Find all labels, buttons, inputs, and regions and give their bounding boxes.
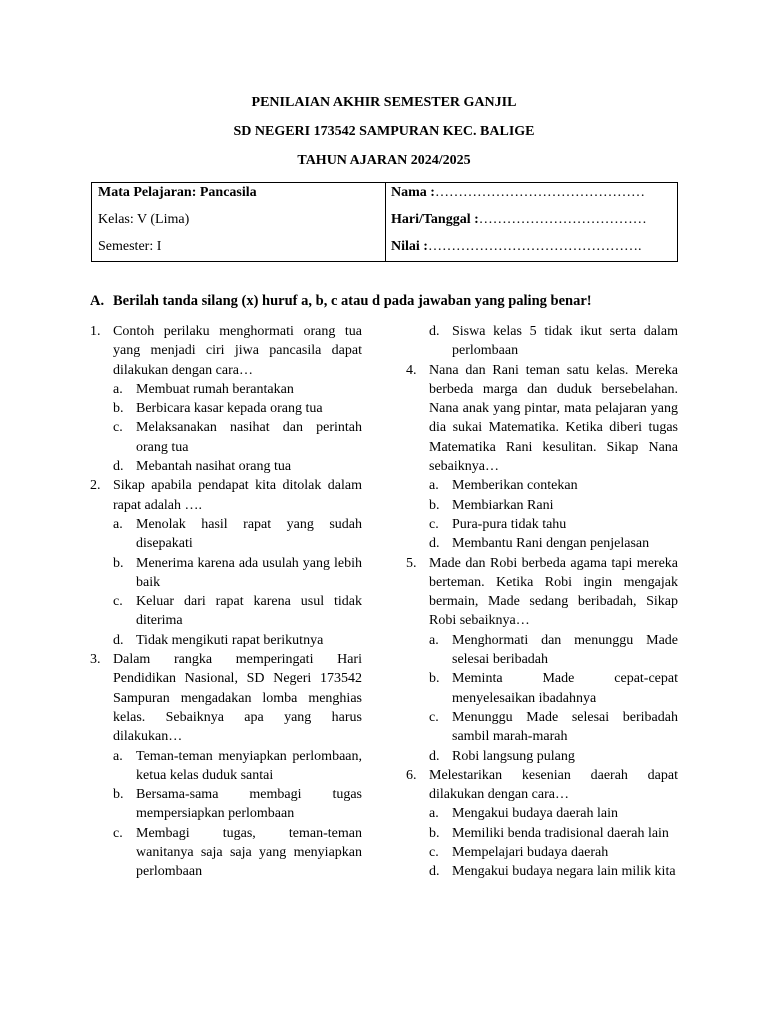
- question-6-option-d: d. Mengakui budaya negara lain milik kita: [429, 864, 676, 880]
- table-divider: [385, 183, 386, 261]
- section-a-instruction: A. Berilah tanda silang (x) huruf a, b, c atau d pada jawaban yang paling benar!: [90, 293, 592, 309]
- score-field: Nilai :……………………………………….: [391, 239, 642, 254]
- question-4-option-b: b. Membiarkan Rani: [429, 497, 554, 513]
- academic-year: TAHUN AJARAN 2024/2025: [297, 153, 471, 168]
- question-6-option-b: b. Memiliki benda tradisional daerah lain: [429, 825, 669, 841]
- question-4-option-a: a. Memberikan contekan: [429, 478, 578, 494]
- right-column: [406, 322, 678, 882]
- question-5: 5. Made dan Robi berbeda agama tapi mereka berteman. Ketika Robi ingin mengajak bermain, Made sedang beribadah, Sikap Robi sebaiknya…: [406, 555, 678, 629]
- school-name: SD NEGERI 173542 SAMPURAN KEC. BALIGE: [233, 124, 535, 139]
- semester-cell: Semester: I: [98, 239, 162, 254]
- question-3: 3. Dalam rangka memperingati Hari Pendidikan Nasional, SD Negeri 173542 Sampuran mengadakan lomba menghias kelas. Sebaiknya apa yang harus dilakukan…: [90, 652, 362, 745]
- question-3-option-a: a. Teman-teman menyiapkan perlombaan, ketua kelas duduk santai: [113, 748, 362, 783]
- question-5-option-b: b. Meminta Made cepat-cepat menyelesaikan ibadahnya: [429, 671, 678, 706]
- class-cell: Kelas: V (Lima): [98, 212, 190, 227]
- student-info-table: [91, 182, 678, 262]
- question-3-option-b: b. Bersama-sama membagi tugas mempersiapkan perlombaan: [113, 787, 362, 822]
- question-5-option-d: d. Robi langsung pulang: [429, 748, 575, 764]
- question-1-option-b: b. Berbicara kasar kepada orang tua: [113, 401, 323, 417]
- subject-cell: Mata Pelajaran: Pancasila: [98, 185, 257, 200]
- question-1: 1. Contoh perilaku menghormati orang tua yang menjadi ciri jiwa pancasila dapat dilakukan dengan cara…: [90, 324, 362, 378]
- question-6: 6. Melestarikan kesenian daerah dapat dilakukan dengan cara…: [406, 767, 678, 803]
- question-1-option-a: a. Membuat rumah berantakan: [113, 381, 294, 397]
- question-2-option-d: d. Tidak mengikuti rapat berikutnya: [113, 632, 324, 648]
- question-1-option-c: c. Melaksanakan nasihat dan perintah orang tua: [113, 420, 362, 455]
- question-5-option-a: a. Menghormati dan menunggu Made selesai beribadah: [429, 632, 678, 668]
- question-6-option-c: c. Mempelajari budaya daerah: [429, 845, 609, 861]
- question-6-option-a: a. Mengakui budaya daerah lain: [429, 806, 618, 822]
- question-2-option-b: b. Menerima karena ada usulah yang lebih baik: [113, 555, 362, 590]
- exam-title: PENILAIAN AKHIR SEMESTER GANJIL: [251, 95, 517, 110]
- question-5-option-c: c. Menunggu Made selesai beribadah sambil marah-marah: [429, 709, 678, 745]
- question-3-option-c: c. Membagi tugas, teman-teman wanitanya saja saja yang menyiapkan perlombaan: [113, 825, 362, 880]
- date-field: Hari/Tanggal :………………………………: [391, 212, 647, 227]
- name-field: Nama :………………………………………: [391, 185, 645, 200]
- question-4-option-d: d. Membantu Rani dengan penjelasan: [429, 536, 650, 552]
- question-4: 4. Nana dan Rani teman satu kelas. Mereka berbeda marga dan duduk bersebelahan. Nana anak yang pintar, mata pelajaran yang dia sukai Matematika. Ketika diberi tugas Matematika Rani kesulitan. Sikap Nana sebaiknya…: [406, 362, 678, 475]
- question-2-option-a: a. Menolak hasil rapat yang sudah disepakati: [113, 516, 362, 552]
- question-1-option-d: d. Mebantah nasihat orang tua: [113, 459, 292, 475]
- question-2-option-c: c. Keluar dari rapat karena usul tidak diterima: [113, 594, 362, 629]
- question-4-option-c: c. Pura-pura tidak tahu: [429, 516, 567, 532]
- question-3-option-d: d. Siswa kelas 5 tidak ikut serta dalam perlombaan: [429, 324, 678, 359]
- left-column: [90, 322, 362, 882]
- question-2: 2. Sikap apabila pendapat kita ditolak dalam rapat adalah ….: [90, 478, 362, 513]
